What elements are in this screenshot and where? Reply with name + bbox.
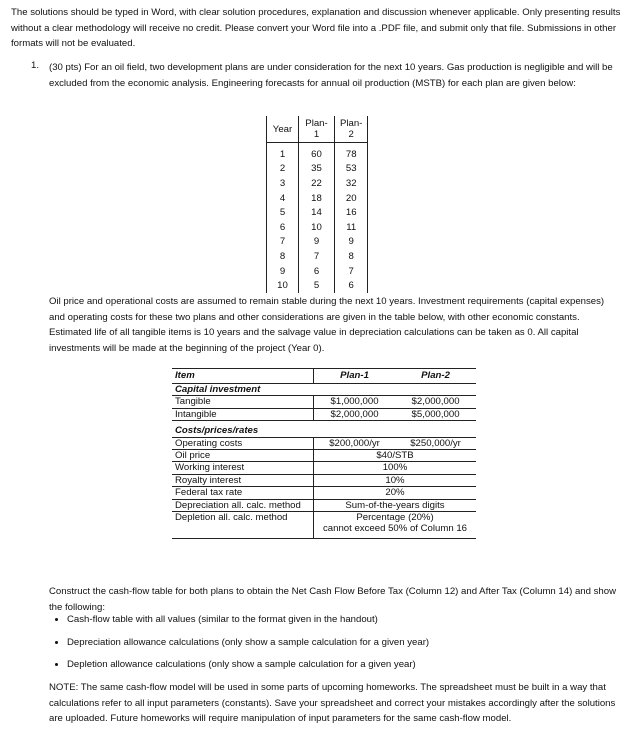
col-header: Plan-2 <box>335 116 368 143</box>
cell: 9 <box>267 264 299 279</box>
section-label: Costs/prices/rates <box>172 421 476 437</box>
cell: 10 <box>299 220 335 235</box>
cell: 10% <box>314 474 477 486</box>
construct-paragraph: Construct the cash-flow table for both plans to obtain the Net Cash Flow Before Tax (Column 12) and After Tax (Column 14) and show the following: <box>49 586 617 613</box>
table-row <box>267 264 368 279</box>
question-1 <box>31 60 621 91</box>
cell: 5 <box>299 278 335 293</box>
cell: 5 <box>267 205 299 220</box>
cell: Sum-of-the-years digits <box>314 499 477 511</box>
table-row <box>267 220 368 235</box>
cell: 7 <box>335 264 368 279</box>
list-item: • Cash-flow table with all values (similar to the format given in the handout) <box>67 612 627 627</box>
cell: 53 <box>335 162 368 177</box>
table-row <box>267 249 368 264</box>
cell: 9 <box>299 235 335 250</box>
cell: 6 <box>267 220 299 235</box>
table-row <box>267 278 368 293</box>
cost-paragraph: Oil price and operational costs are assumed to remain stable during the next 10 years. Investment requirements (capital expenses) and operating costs for these two plans and other considerations are given in the table below, with other economic constants. Estimated life of all tangible items is 10 years and the salvage value in depreciation calculations can be taken as 0. All capital investments will be made at the beginning of the project (Year 0). <box>49 296 605 354</box>
cell: 1 <box>267 143 299 162</box>
table-row <box>267 205 368 220</box>
note-paragraph: NOTE: The same cash-flow model will be used in some parts of upcoming homeworks. The spreadsheet must be built in a way that calculations refer to all input parameters (constants). Save your spreadsheet and correct your mistakes accordingly after the solutions are uploaded. Future homeworks will require manipulation of input parameters for the same cash-flow model. <box>49 682 616 724</box>
question-text: (30 pts) For an oil field, two development plans are under consideration for the next 10 years. Gas production is negligible and will be excluded from the economic analysis. Engineering forecasts for annual oil production (MSTB) for each plan are given below: <box>49 62 613 89</box>
table-row <box>267 162 368 177</box>
cell: Oil price <box>172 450 314 462</box>
cell: $2,000,000 <box>395 396 476 408</box>
cell: 32 <box>335 176 368 191</box>
list-item: • Depreciation allowance calculations (only show a sample calculation for a given year) <box>67 635 627 650</box>
list-item: • Depletion allowance calculations (only show a sample calculation for a given year) <box>67 657 627 672</box>
cell: Depletion all. calc. method <box>172 512 314 524</box>
cell: 22 <box>299 176 335 191</box>
cell: 10 <box>267 278 299 293</box>
requirements-list <box>49 612 627 680</box>
cell: 4 <box>267 191 299 206</box>
col-header: Year <box>267 116 299 143</box>
cell: $200,000/yr <box>314 437 396 449</box>
cell: 20% <box>314 487 477 499</box>
table-row <box>267 176 368 191</box>
cell: Percentage (20%) <box>314 512 477 524</box>
cell: Depreciation all. calc. method <box>172 499 314 511</box>
col-header: Plan-1 <box>314 369 396 384</box>
cell: 16 <box>335 205 368 220</box>
table-row <box>267 143 368 162</box>
col-header: Plan-1 <box>299 116 335 143</box>
cell: Tangible <box>172 396 314 408</box>
section-label: Capital investment <box>175 384 261 395</box>
cell: Federal tax rate <box>172 487 314 499</box>
cell: $1,000,000 <box>314 396 396 408</box>
cell: 7 <box>299 249 335 264</box>
intro-paragraph: The solutions should be typed in Word, with clear solution procedures, explanation and discussion whenever applicable. Only presenting results without a clear methodology will receive no credit. Please convert your Word file into a .PDF file, and submit only that file. Submissions in other formats will not be evaluated. <box>11 7 621 49</box>
cell: 11 <box>335 220 368 235</box>
cell: 14 <box>299 205 335 220</box>
cell: 3 <box>267 176 299 191</box>
col-header: Item <box>172 369 314 384</box>
cell: 18 <box>299 191 335 206</box>
cell: Working interest <box>172 462 314 474</box>
cell: Intangible <box>172 408 314 420</box>
cell: $250,000/yr <box>395 437 476 449</box>
table-row <box>267 191 368 206</box>
cell: $5,000,000 <box>395 408 476 420</box>
cell: 8 <box>267 249 299 264</box>
cell: cannot exceed 50% of Column 16 <box>314 523 477 538</box>
col-header: Plan-2 <box>395 369 476 384</box>
cell: 6 <box>299 264 335 279</box>
production-table <box>266 116 368 293</box>
cell: 35 <box>299 162 335 177</box>
cell: 60 <box>299 143 335 162</box>
cell: 9 <box>335 235 368 250</box>
cell: 8 <box>335 249 368 264</box>
cell: 20 <box>335 191 368 206</box>
cell: 7 <box>267 235 299 250</box>
cell: 100% <box>314 462 477 474</box>
cell: $40/STB <box>314 450 477 462</box>
cell: Royalty interest <box>172 474 314 486</box>
question-number: 1. <box>31 60 40 71</box>
cell: $2,000,000 <box>314 408 396 420</box>
cell: Operating costs <box>172 437 314 449</box>
cell <box>172 523 314 538</box>
cell: 2 <box>267 162 299 177</box>
cell: 6 <box>335 278 368 293</box>
cell: 78 <box>335 143 368 162</box>
cost-table <box>172 368 476 539</box>
table-row <box>267 235 368 250</box>
